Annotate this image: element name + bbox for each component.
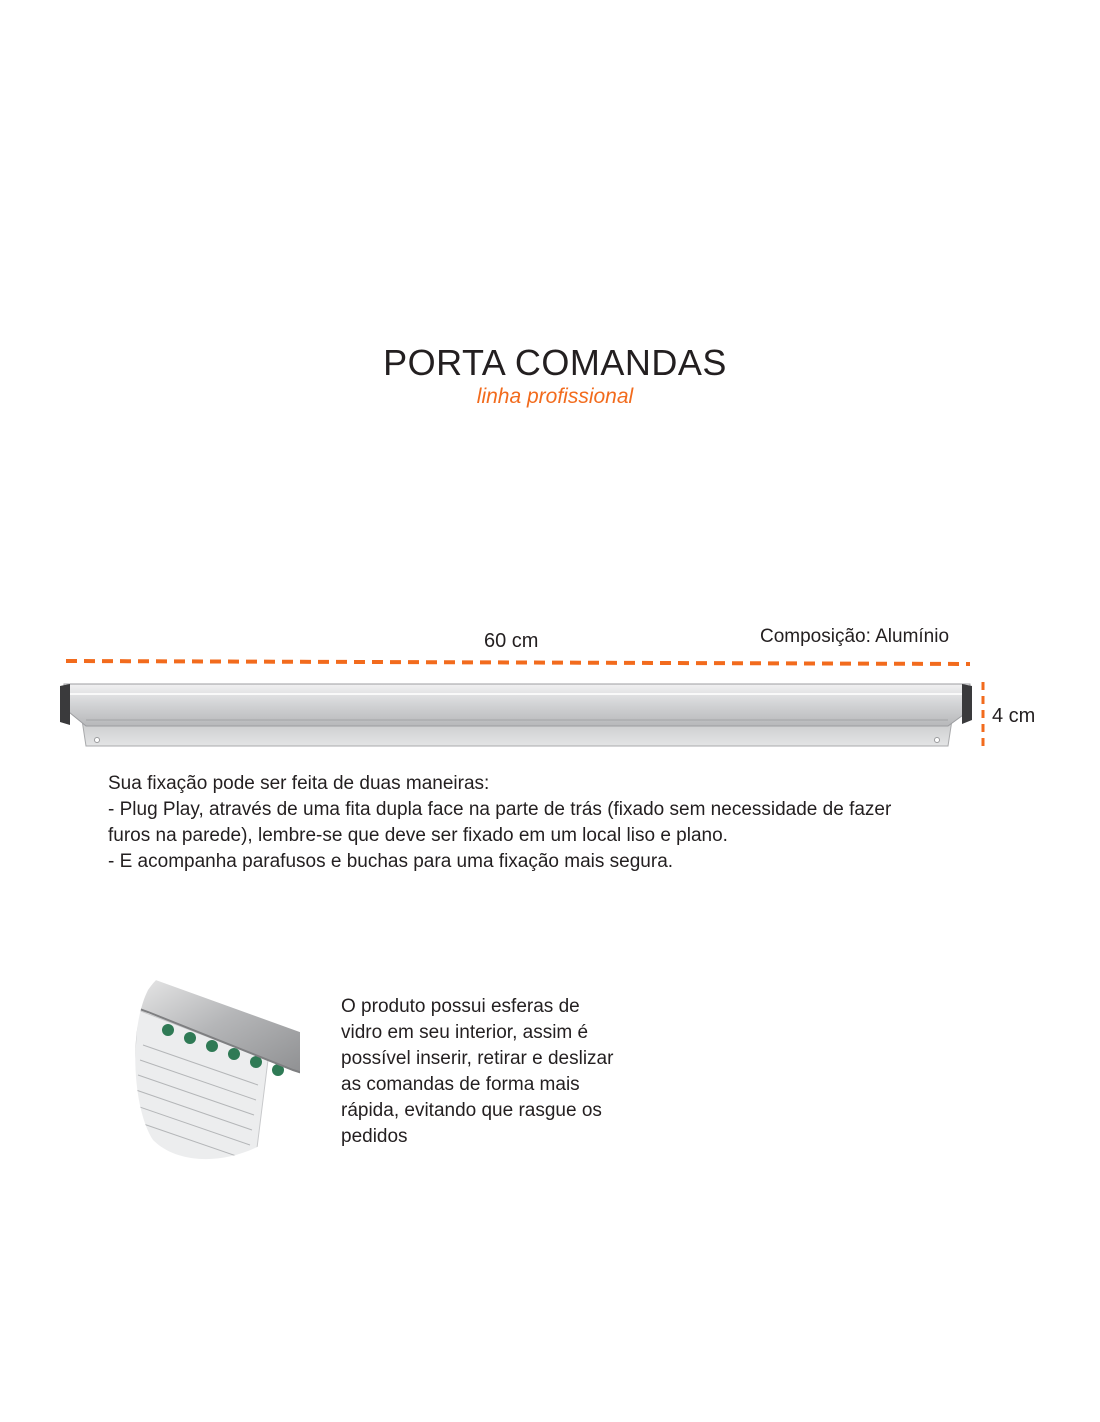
- ticket-rail-bar: [60, 684, 972, 746]
- feature-description: [341, 994, 641, 1150]
- page-title: PORTA COMANDAS: [383, 342, 727, 383]
- feature-line: as comandas de forma mais: [341, 1074, 580, 1095]
- detail-photo: [128, 950, 308, 1175]
- feature-line: O produto possui esferas de: [341, 996, 580, 1017]
- mounting-line: Sua fixação pode ser feita de duas maneiras:: [108, 773, 490, 794]
- height-dimension-label: 4 cm: [992, 705, 1036, 727]
- mounting-line: furos na parede), lembre-se que deve ser fixado em um local liso e plano.: [108, 825, 728, 846]
- feature-line: rápida, evitando que rasgue os: [341, 1100, 602, 1121]
- end-cap-right: [962, 684, 972, 724]
- mounting-hole-right: [935, 738, 940, 743]
- mounting-hole-left: [95, 738, 100, 743]
- end-cap-left: [60, 684, 70, 725]
- width-dimension-label: 60 cm: [484, 630, 539, 652]
- feature-line: possível inserir, retirar e deslizar: [341, 1048, 614, 1069]
- mounting-instructions: [108, 771, 948, 875]
- mounting-line: - E acompanha parafusos e buchas para uma fixação mais segura.: [108, 851, 674, 872]
- width-dimension-line: [66, 661, 970, 664]
- mounting-line: - Plug Play, através de uma fita dupla face na parte de trás (fixado sem necessidade de fazer: [108, 799, 892, 820]
- product-diagram: [0, 650, 1100, 760]
- feature-line: vidro em seu interior, assim é: [341, 1022, 589, 1043]
- page-subtitle: linha profissional: [476, 385, 634, 408]
- feature-line: pedidos: [341, 1126, 408, 1147]
- composition-label: Composição: Alumínio: [760, 626, 950, 647]
